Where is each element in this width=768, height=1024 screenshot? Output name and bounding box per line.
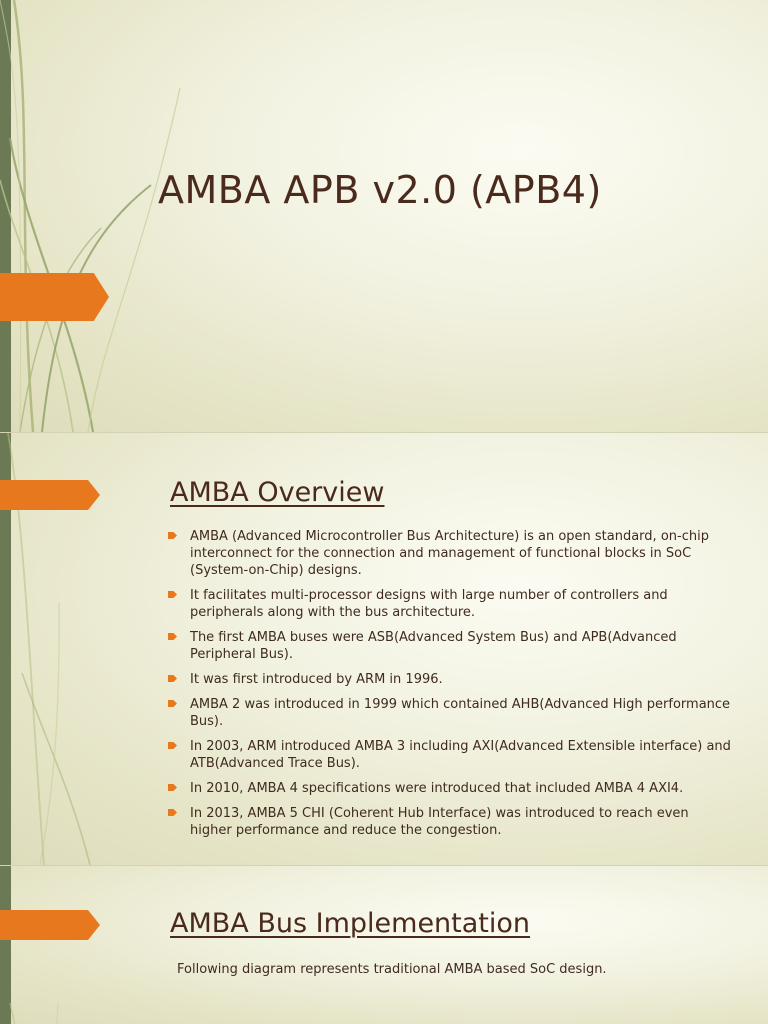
list-item — [168, 805, 733, 839]
arrow-bullet-icon — [168, 784, 177, 791]
left-green-band — [0, 0, 11, 432]
bullet-text: It facilitates multi-processor designs with large number of controllers and peripherals along with the bus architecture. — [190, 588, 668, 620]
bullet-text: In 2010, AMBA 4 specifications were introduced that included AMBA 4 AXI4. — [190, 781, 684, 796]
arrow-bullet-icon — [168, 700, 177, 707]
orange-tab-arrow-icon — [0, 910, 100, 940]
slide-1 — [0, 0, 768, 432]
arrow-bullet-icon — [168, 809, 177, 816]
bullet-text: AMBA (Advanced Microcontroller Bus Architecture) is an open standard, on-chip interconnect for the connection and management of functional blocks in SoC (System-on-Chip) designs. — [190, 529, 709, 578]
decorative-stems — [0, 866, 250, 1024]
bullet-text: In 2003, ARM introduced AMBA 3 including AXI(Advanced Extensible interface) and ATB(Advanced Trace Bus). — [190, 739, 731, 771]
orange-tab-arrow-icon — [0, 273, 109, 321]
list-item — [168, 780, 733, 797]
arrow-bullet-icon — [168, 532, 177, 539]
list-item — [168, 738, 733, 772]
section-title-overview: AMBA Overview — [170, 477, 385, 508]
overview-bullet-list — [168, 528, 733, 847]
list-item — [168, 671, 733, 688]
orange-tab-arrow-icon — [0, 480, 100, 510]
section-title-bus-implementation: AMBA Bus Implementation — [170, 908, 531, 939]
slide-2 — [0, 433, 768, 865]
bullet-text: It was first introduced by ARM in 1996. — [190, 672, 443, 687]
bullet-text: AMBA 2 was introduced in 1999 which contained AHB(Advanced High performance Bus). — [190, 697, 731, 729]
bullet-text: In 2013, AMBA 5 CHI (Coherent Hub Interface) was introduced to reach even higher performance and reduce the congestion. — [190, 806, 689, 838]
bullet-text: The first AMBA buses were ASB(Advanced System Bus) and APB(Advanced Peripheral Bus). — [190, 630, 677, 662]
list-item — [168, 696, 733, 730]
list-item — [168, 587, 733, 621]
arrow-bullet-icon — [168, 742, 177, 749]
arrow-bullet-icon — [168, 591, 177, 598]
arrow-bullet-icon — [168, 633, 177, 640]
list-item — [168, 528, 733, 579]
arrow-bullet-icon — [168, 675, 177, 682]
slide-title-main: AMBA APB v2.0 (APB4) — [158, 168, 602, 212]
slide-3 — [0, 866, 768, 1024]
bus-implementation-description: Following diagram represents traditional AMBA based SoC design. — [177, 962, 607, 977]
decorative-stems — [0, 0, 250, 432]
list-item — [168, 629, 733, 663]
left-green-band — [0, 866, 11, 1024]
